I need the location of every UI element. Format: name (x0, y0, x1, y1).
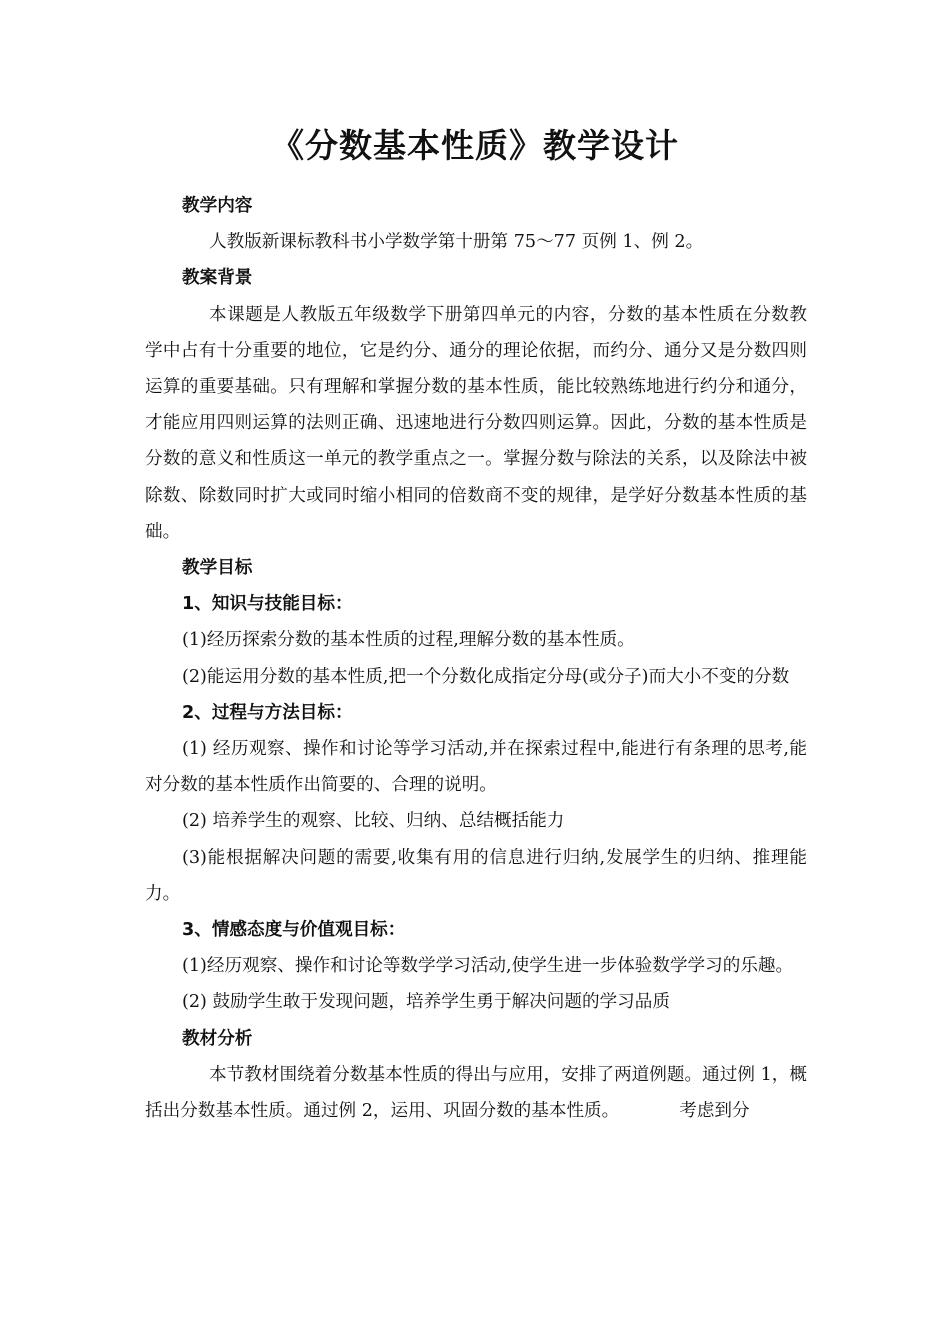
goal2-item1: (1) 经历观察、操作和讨论等学习活动,并在探索过程中,能进行有条理的思考,能对分数的基本性质作出简要的、合理的说明。 (145, 739, 807, 796)
analysis-paragraph (145, 1057, 807, 1129)
goal3-item2: (2) 鼓励学生敢于发现问题，培养学生勇于解决问题的学习品质 (182, 992, 670, 1013)
section-heading-goals: 教学目标 (182, 558, 253, 579)
goal2-item2: (2) 培养学生的观察、比较、归纳、总结概括能力 (182, 811, 565, 832)
goal3-item1: (1)经历观察、操作和讨论等数学学习活动,使学生进一步体验数学学习的乐趣。 (182, 956, 794, 977)
goal1-item2: (2)能运用分数的基本性质,把一个分数化成指定分母(或分子)而大小不变的分数 (182, 666, 790, 687)
background-paragraph: 本课题是人教版五年级数学下册第四单元的内容，分数的基本性质在分数教学中占有十分重要的地位，它是约分、通分的理论依据，而约分、通分又是分数四则运算的重要基础。只有理解和掌握分数的基本性质，能比较熟练地进行约分和通分，才能应用四则运算的法则正确、迅速地进行分数四则运算。因此，分数的基本性质是分数的意义和性质这一单元的教学重点之一。掌握分数与除法的关系，以及除法中被除数、除数同时扩大或同时缩小相同的倍数商不变的规律，是学好分数基本性质的基础。 (145, 304, 807, 542)
analysis-tail: 考虑到分 (679, 1101, 750, 1122)
goal3-heading: 3、情感态度与价值观目标： (182, 920, 406, 941)
goal1-item1: (1)经历探索分数的基本性质的过程,理解分数的基本性质。 (182, 630, 635, 651)
section-heading-background: 教案背景 (182, 268, 253, 289)
goal2-heading: 2、过程与方法目标： (182, 702, 353, 723)
document-title: 《分数基本性质》教学设计 (271, 126, 679, 165)
analysis-text: 本节教材围绕着分数基本性质的得出与应用，安排了两道例题。通过例 1，概括出分数基本性质。通过例 2，运用、巩固分数的基本性质。 (145, 1064, 807, 1122)
section-heading-content: 教学内容 (182, 196, 253, 216)
content-paragraph: 人教版新课标教科书小学数学第十册第 75～77 页例 1、例 2。 (209, 232, 704, 253)
document-body (145, 188, 807, 1129)
goal1-heading: 1、知识与技能目标： (182, 594, 353, 615)
section-heading-analysis: 教材分析 (182, 1028, 253, 1049)
goal2-item3: (3)能根据解决问题的需要,收集有用的信息进行归纳,发展学生的归纳、推理能力。 (145, 847, 807, 904)
